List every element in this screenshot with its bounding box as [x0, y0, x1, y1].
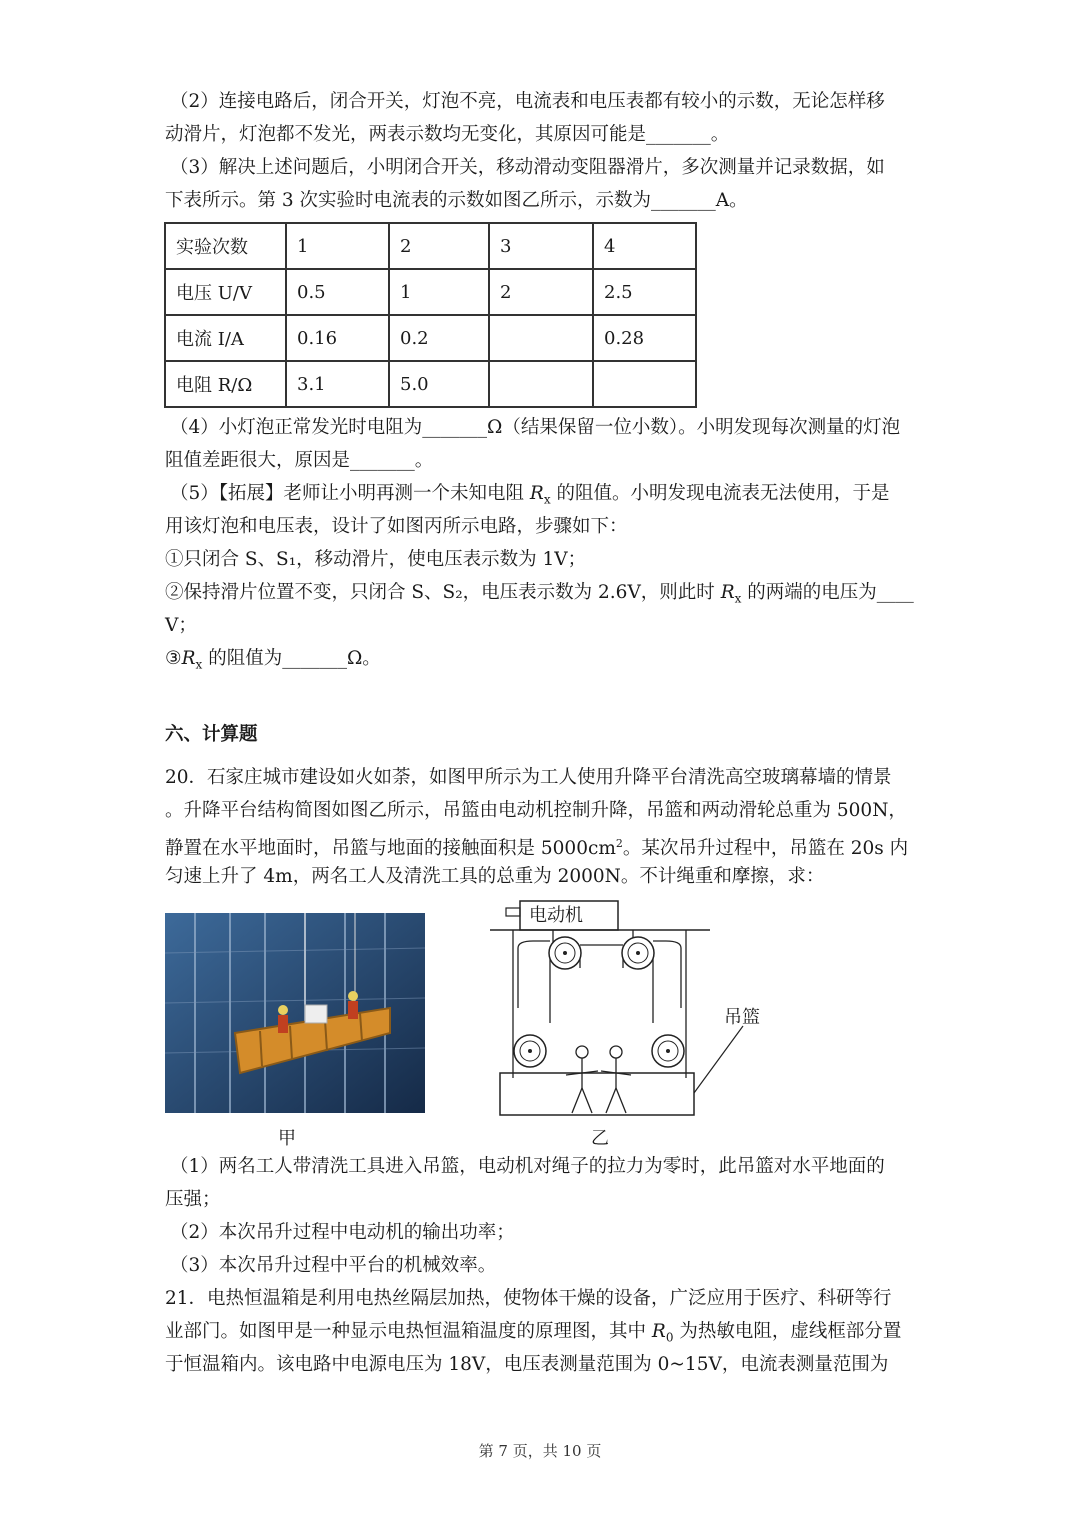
q19-part4-line1: （4）小灯泡正常发光时电阻为_______Ω（结果保留一位小数）。小明发现每次测量的灯泡: [170, 417, 901, 438]
figure-caption-yi: 乙: [591, 1128, 609, 1149]
math-subscript: x: [543, 492, 551, 507]
text-run: ③: [165, 648, 182, 669]
text-run: 静置在水平地面时，吊篮与地面的接触面积是 5000cm: [165, 838, 616, 860]
table-cell: 电压 U/V: [165, 269, 286, 315]
math-subscript: x: [195, 657, 203, 672]
q19-part5-line1: [170, 480, 930, 514]
text-run: ②保持滑片位置不变，只闭合 S、S₂，电压表示数为 2.6V，则此时: [165, 582, 721, 603]
table-cell: 0.2: [389, 315, 489, 361]
q19-part2-line2: 动滑片，灯泡都不发光，两表示数均无变化，其原因可能是_______。: [165, 124, 730, 145]
text-run: 业部门。如图甲是一种显示电热恒温箱温度的原理图，其中: [165, 1321, 652, 1342]
text-run: 的阻值。小明发现电流表无法使用，于是: [550, 483, 890, 504]
table-cell: 电流 I/A: [165, 315, 286, 361]
table-cell: 3.1: [286, 361, 389, 407]
q21-line3: 于恒温箱内。该电路中电源电压为 18V，电压表测量范围为 0~15V，电流表测量范围为: [165, 1354, 889, 1375]
math-var: R: [720, 582, 735, 603]
q19-step3: [165, 645, 925, 679]
q19-part2-line1: （2）连接电路后，闭合开关，灯泡不亮，电流表和电压表都有较小的示数，无论怎样移: [170, 91, 885, 112]
q21-line2: [165, 1318, 925, 1352]
q19-step2-line2: V；: [165, 615, 197, 636]
q21-line1: 21．电热恒温箱是利用电热丝隔层加热，使物体干燥的设备，广泛应用于医疗、科研等行: [165, 1288, 892, 1309]
table-cell: 0.5: [286, 269, 389, 315]
section-title: 六、计算题: [165, 724, 258, 745]
table-cell: 实验次数: [165, 223, 286, 269]
table-cell: [489, 315, 593, 361]
table-cell: [489, 361, 593, 407]
q20-line1: 20．石家庄城市建设如火如荼，如图甲所示为工人使用升降平台清洗高空玻璃幕墙的情景: [165, 767, 892, 788]
q20-sub1-line2: 压强；: [165, 1189, 221, 1210]
table-header-row: [165, 223, 696, 269]
q20-sub1-line1: （1）两名工人带清洗工具进入吊篮，电动机对绳子的拉力为零时，此吊篮对水平地面的: [170, 1156, 885, 1177]
table-cell: 2: [389, 223, 489, 269]
motor-label: 电动机: [529, 905, 583, 926]
q19-part4-line2: 阻值差距很大，原因是_______。: [165, 450, 434, 471]
q20-line4: 匀速上升了 4m，两名工人及清洗工具的总重为 2000N。不计绳重和摩擦，求：: [165, 866, 825, 887]
q20-sub3: （3）本次吊升过程中平台的机械效率。: [170, 1255, 497, 1276]
q19-part3-line2: 下表所示。第 3 次实验时电流表的示数如图乙所示，示数为_______A。: [165, 190, 748, 211]
table-cell: 2.5: [593, 269, 696, 315]
table-cell: 2: [489, 269, 593, 315]
math-subscript: x: [734, 591, 742, 606]
text-run: 。某次吊升过程中，吊篮在 20s 内: [622, 838, 909, 860]
table-cell: 4: [593, 223, 696, 269]
q19-step2-line1: [165, 579, 925, 613]
table-cell: [593, 361, 696, 407]
text-run: 为热敏电阻，虚线框部分置: [673, 1321, 902, 1342]
text-run: 的两端的电压为____: [741, 582, 914, 603]
table-cell: 1: [389, 269, 489, 315]
math-var: R: [529, 483, 544, 504]
math-subscript: 0: [665, 1330, 674, 1345]
table-row: [165, 361, 696, 407]
table-row: [165, 269, 696, 315]
q19-part3-line1: （3）解决上述问题后，小明闭合开关，移动滑动变阻器滑片，多次测量并记录数据，如: [170, 157, 885, 178]
table-row: [165, 315, 696, 361]
q19-part5-line2: 用该灯泡和电压表，设计了如图丙所示电路，步骤如下：: [165, 516, 628, 537]
q20-line3: [165, 830, 925, 863]
table-cell: 3: [489, 223, 593, 269]
experiment-data-table: [164, 222, 697, 408]
text-run: （5）【拓展】老师让小明再测一个未知电阻: [170, 483, 530, 504]
math-var: R: [181, 648, 196, 669]
gondola-photo: [165, 913, 425, 1113]
table-cell: 1: [286, 223, 389, 269]
q19-step1: ①只闭合 S、S₁，移动滑片，使电压表示数为 1V；: [165, 549, 587, 570]
table-cell: 0.28: [593, 315, 696, 361]
q20-line2: 。升降平台结构简图如图乙所示，吊篮由电动机控制升降，吊篮和两动滑轮总重为 500N，: [165, 800, 907, 821]
basket-label: 吊篮: [724, 1007, 760, 1028]
table-cell: 5.0: [389, 361, 489, 407]
table-cell: 电阻 R/Ω: [165, 361, 286, 407]
math-superscript: 2: [615, 837, 623, 850]
figure-caption-jia: 甲: [278, 1128, 296, 1149]
q20-sub2: （2）本次吊升过程中电动机的输出功率；: [170, 1222, 515, 1243]
text-run: 的阻值为_______Ω。: [202, 648, 381, 669]
math-var: R: [651, 1321, 666, 1342]
table-cell: 0.16: [286, 315, 389, 361]
page-footer: 第 7 页，共 10 页: [478, 1442, 602, 1460]
